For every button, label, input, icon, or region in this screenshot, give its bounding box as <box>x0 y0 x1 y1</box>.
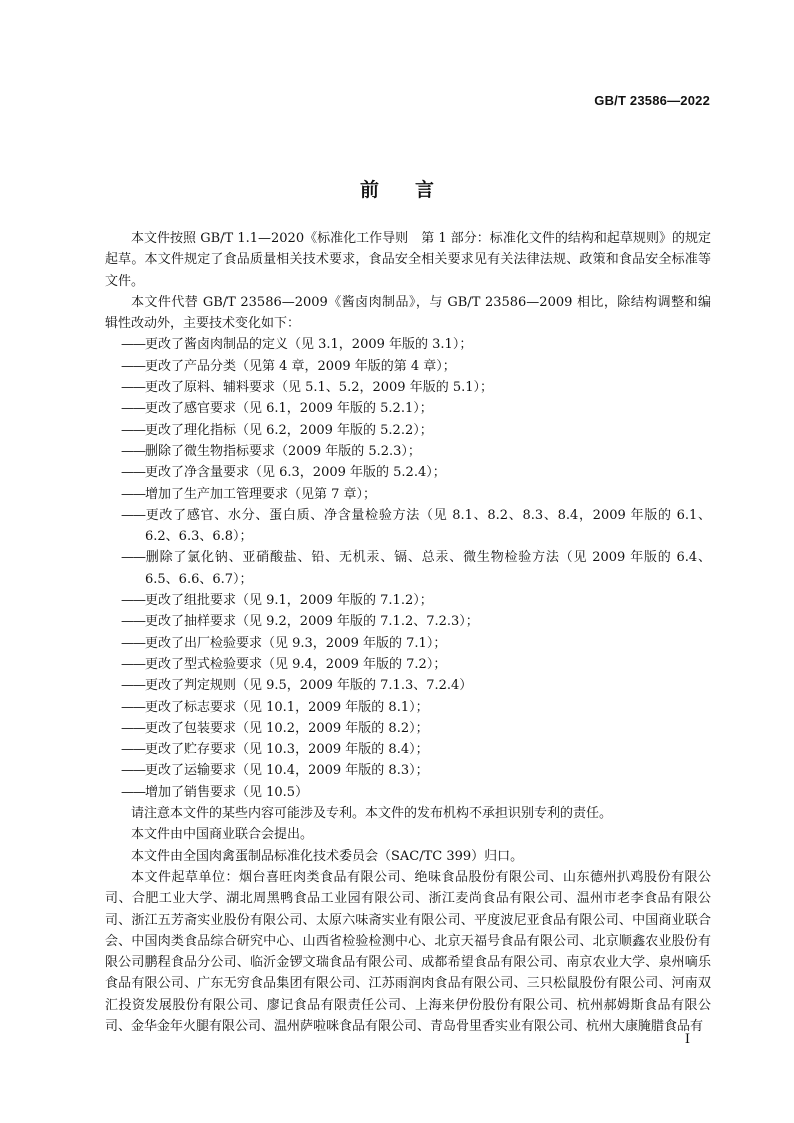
list-item: ——更改了理化指标（见 6.2，2009 年版的 5.2.2）； <box>121 422 433 438</box>
patent-notice: 请注意本文件的某些内容可能涉及专利。本文件的发布机构不承担识别专利的责任。 <box>131 806 613 822</box>
list-item: ——更改了酱卤肉制品的定义（见 3.1，2009 年版的 3.1）； <box>121 337 473 353</box>
drafting-units-paragraph: 本文件起草单位：烟台喜旺肉类食品有限公司、绝味食品股份有限公司、山东德州扒鸡股份有限公司、合肥工业大学、湖北周黑鸭食品工业园有限公司、浙江麦尚食品有限公司、温州市老李食品有限公司、浙江五芳斋实业股份有限公司、太原六味斋实业有限公司、平度波尼亚食品有限公司、中国商业联合会、中国肉类食品综合研究中心、山西省检验检测中心、北京天福号食品有限公司、北京顺鑫农业股份有限公司鹏程食品分公司、临沂金锣文瑞食品有限公司、成都希望食品有限公司、南京农业大学、泉州嘀乐食品有限公司、广东无穷食品集团有限公司、江苏雨润肉食品有限公司、三只松鼠股份有限公司、河南双汇投资发展股份有限公司、廖记食品有限责任公司、上海来伊份股份有限公司、杭州郝姆斯食品有限公司、金华金年火腿有限公司、温州萨啦咪食品有限公司、青岛骨里香实业有限公司、杭州大康腌腊食品有 <box>105 869 711 1034</box>
list-item: ——删除了氯化钠、亚硝酸盐、铅、无机汞、镉、总汞、微生物检验方法（见 2009 年版的 6.4、6.5、6.6、6.7）； <box>121 550 711 587</box>
intro-paragraph: 本文件按照 GB/T 1.1—2020《标准化工作导则 第 1 部分：标准化文件的结构和起草规则》的规定起草。本文件规定了食品质量相关技术要求，食品安全相关要求见有关法律法规、政策和食品安全标准等文件。 <box>105 231 711 289</box>
changes-list <box>105 334 711 803</box>
list-item: ——更改了贮存要求（见 10.3，2009 年版的 8.4）； <box>121 742 429 758</box>
page-title: 前言 <box>359 178 470 201</box>
list-item: ——更改了标志要求（见 10.1，2009 年版的 8.1）； <box>121 699 429 715</box>
standard-code: GB/T 23586—2022 <box>594 93 710 108</box>
committee-paragraph: 本文件由全国肉禽蛋制品标准化技术委员会（SAC/TC 399）归口。 <box>131 848 524 864</box>
list-item: ——删除了微生物指标要求（2009 年版的 5.2.3）； <box>121 443 421 459</box>
list-item: ——更改了运输要求（见 10.4，2009 年版的 8.3）； <box>121 763 429 779</box>
list-item: ——更改了型式检验要求（见 9.4，2009 年版的 7.2）； <box>121 656 447 672</box>
proposer-paragraph: 本文件由中国商业联合会提出。 <box>131 827 314 843</box>
list-item: ——更改了组批要求（见 9.1，2009 年版的 7.1.2）； <box>121 593 433 609</box>
list-item: ——增加了生产加工管理要求（见第 7 章）； <box>121 486 377 502</box>
list-item: ——更改了产品分类（见第 4 章，2009 年版的第 4 章）； <box>121 358 456 374</box>
list-item: ——增加了销售要求（见 10.5） <box>121 784 309 800</box>
list-item: ——更改了包装要求（见 10.2，2009 年版的 8.2）； <box>121 720 429 736</box>
list-item: ——更改了净含量要求（见 6.3，2009 年版的 5.2.4）； <box>121 465 446 481</box>
list-item: ——更改了感官要求（见 6.1，2009 年版的 5.2.1）； <box>121 401 433 417</box>
list-item: ——更改了判定规则（见 9.5，2009 年版的 7.1.3、7.2.4） <box>121 678 473 694</box>
list-item: ——更改了出厂检验要求（见 9.3，2009 年版的 7.1）； <box>121 635 447 651</box>
list-item: ——更改了原料、辅料要求（见 5.1、5.2，2009 年版的 5.1）； <box>121 380 494 396</box>
document-body <box>105 228 711 1037</box>
intro-paragraph: 本文件代替 GB/T 23586—2009《酱卤肉制品》，与 GB/T 23586—2009 相比，除结构调整和编辑性改动外，主要技术变化如下： <box>105 294 711 332</box>
page-number: I <box>684 1032 690 1047</box>
list-item: ——更改了感官、水分、蛋白质、净含量检验方法（见 8.1、8.2、8.3、8.4，2009 年版的 6.1、6.2、6.3、6.8）； <box>121 507 711 545</box>
list-item: ——更改了抽样要求（见 9.2，2009 年版的 7.1.2、7.2.3）； <box>121 614 479 630</box>
